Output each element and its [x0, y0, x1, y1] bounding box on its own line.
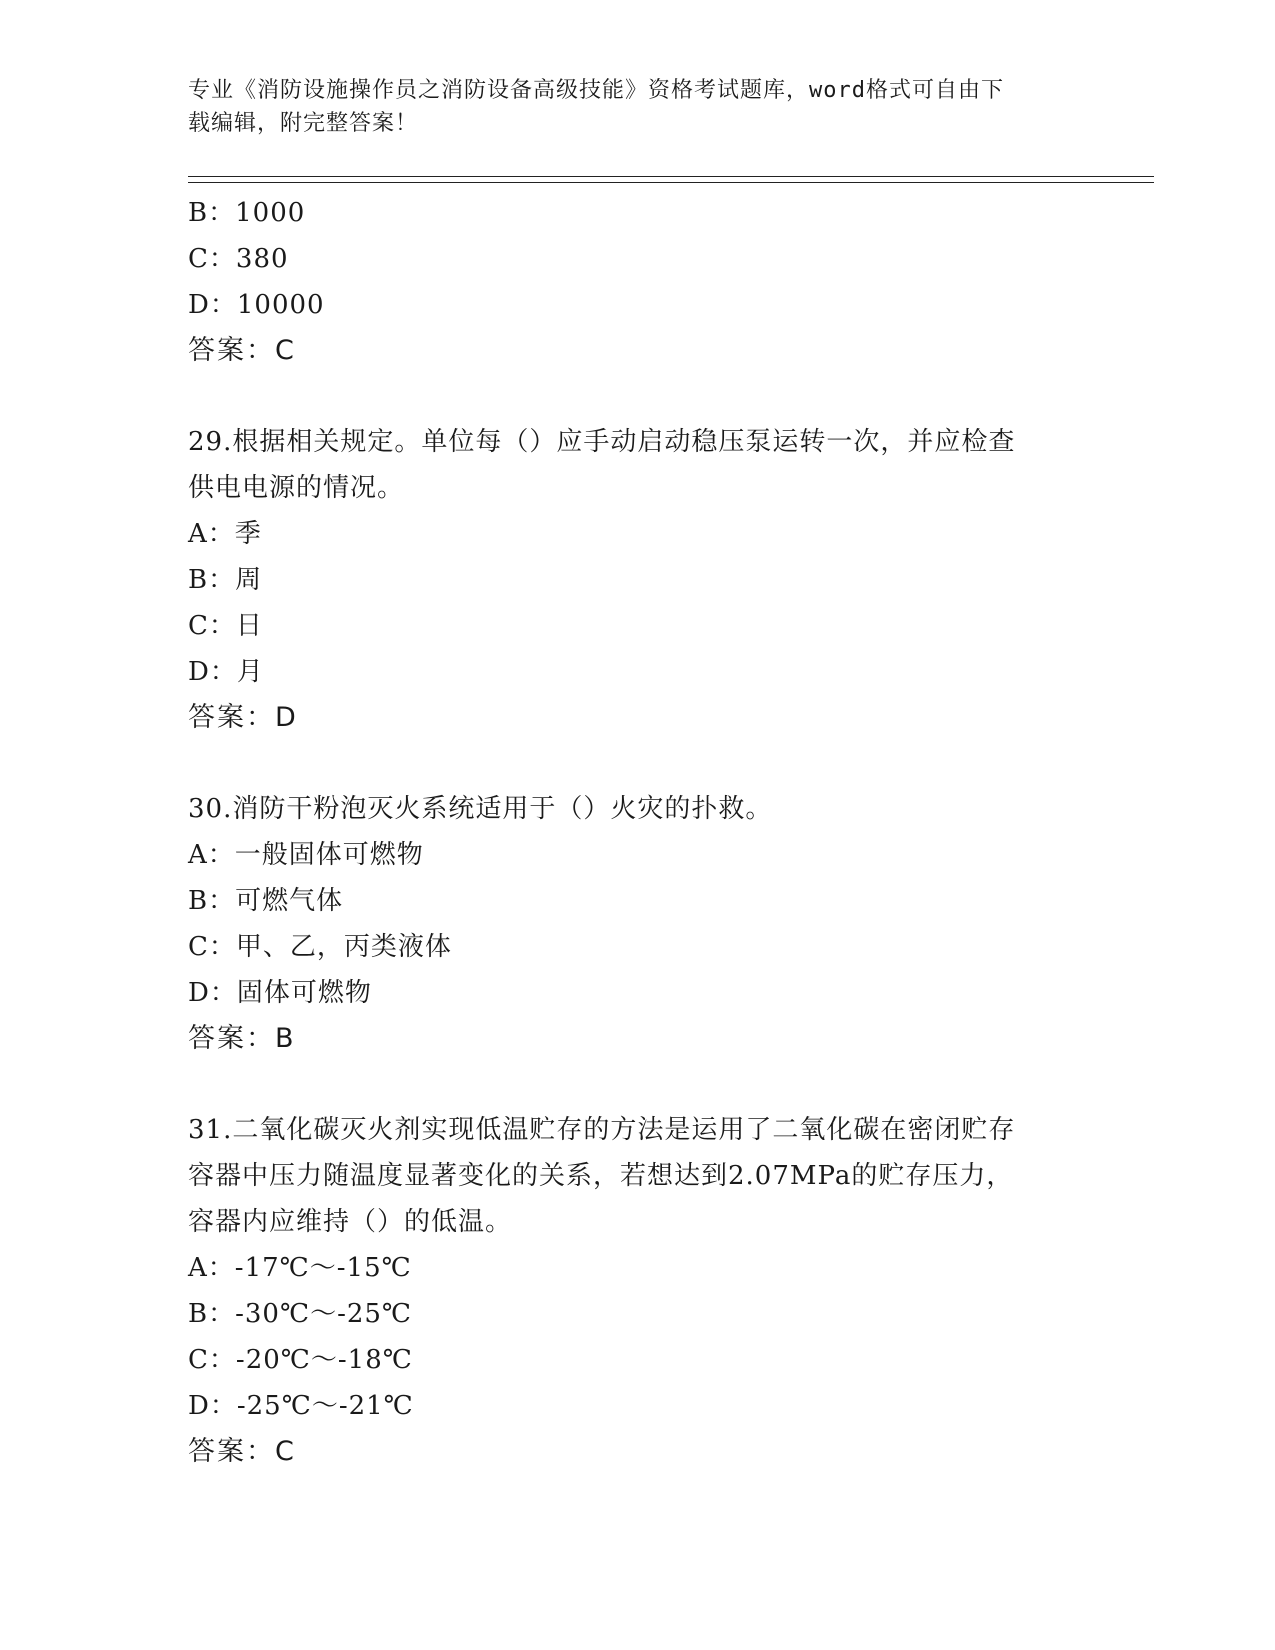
answer-line: 答案：C — [188, 335, 296, 366]
option-key: C： — [188, 1345, 236, 1375]
option-key: C： — [188, 244, 236, 274]
question-stem-line: 31.二氧化碳灭火剂实现低温贮存的方法是运用了二氧化碳在密闭贮存 — [188, 1115, 1016, 1145]
answer-line: 答案：D — [188, 702, 298, 733]
answer-line: 答案：B — [188, 1023, 296, 1054]
option-text: 月 — [236, 657, 264, 687]
header-divider-top — [188, 176, 1154, 177]
option-text: 季 — [234, 519, 262, 549]
option-text: -17℃～-15℃ — [234, 1253, 412, 1283]
question-block-31 — [188, 1107, 1088, 1475]
option-key: C： — [188, 611, 236, 641]
option-a — [188, 1245, 1088, 1291]
option-text: 380 — [235, 244, 289, 274]
option-text: -30℃～-25℃ — [235, 1299, 413, 1329]
option-text: 日 — [235, 611, 263, 641]
header-line-1: 专业《消防设施操作员之消防设备高级技能》资格考试题库，word格式可自由下 — [188, 78, 1004, 103]
header-divider-bottom — [188, 182, 1154, 183]
option-b — [188, 878, 1088, 924]
option-key: A： — [188, 519, 235, 549]
option-a — [188, 511, 1088, 557]
option-text: 一般固体可燃物 — [234, 840, 424, 870]
option-key: A： — [188, 840, 235, 870]
header-line-2: 载编辑，附完整答案！ — [188, 111, 419, 136]
question-stem-line: 29.根据相关规定。单位每（）应手动启动稳压泵运转一次，并应检查 — [188, 427, 1016, 457]
question-stem-line: 容器内应维持（）的低温。 — [188, 1207, 513, 1237]
option-d — [188, 1383, 1088, 1429]
question-block-30 — [188, 786, 1088, 1062]
question-stem-line: 30.消防干粉泡灭火系统适用于（）火灾的扑救。 — [188, 794, 773, 824]
spacer — [188, 374, 1088, 419]
option-text: 周 — [235, 565, 263, 595]
option-text: 可燃气体 — [235, 886, 344, 916]
option-d — [188, 970, 1088, 1016]
question-block-prev — [188, 190, 1088, 374]
option-key: B： — [188, 886, 236, 916]
option-c — [188, 236, 1088, 282]
question-list — [188, 190, 1088, 1475]
option-key: B： — [188, 565, 236, 595]
option-text: 固体可燃物 — [236, 978, 372, 1008]
option-text: 甲、乙，丙类液体 — [235, 932, 452, 962]
option-key: D： — [188, 978, 237, 1008]
option-b — [188, 557, 1088, 603]
option-key: D： — [188, 290, 237, 320]
option-key: B： — [188, 198, 236, 228]
option-d — [188, 282, 1088, 328]
option-c — [188, 603, 1088, 649]
question-stem-line: 供电电源的情况。 — [188, 473, 405, 503]
document-header — [188, 74, 1088, 140]
option-c — [188, 1337, 1088, 1383]
option-c — [188, 924, 1088, 970]
option-key: D： — [188, 657, 237, 687]
option-text: 10000 — [236, 290, 325, 320]
spacer — [188, 741, 1088, 786]
question-block-29 — [188, 419, 1088, 741]
option-text: -25℃～-21℃ — [236, 1391, 414, 1421]
option-a — [188, 832, 1088, 878]
option-text: -20℃～-18℃ — [235, 1345, 413, 1375]
option-key: D： — [188, 1391, 237, 1421]
option-text: 1000 — [235, 198, 306, 228]
question-stem-line: 容器中压力随温度显著变化的关系，若想达到2.07MPa的贮存压力， — [188, 1161, 1014, 1191]
answer-line: 答案：C — [188, 1436, 296, 1467]
option-d — [188, 649, 1088, 695]
option-b — [188, 190, 1088, 236]
option-b — [188, 1291, 1088, 1337]
option-key: C： — [188, 932, 236, 962]
option-key: B： — [188, 1299, 236, 1329]
option-key: A： — [188, 1253, 235, 1283]
spacer — [188, 1062, 1088, 1107]
